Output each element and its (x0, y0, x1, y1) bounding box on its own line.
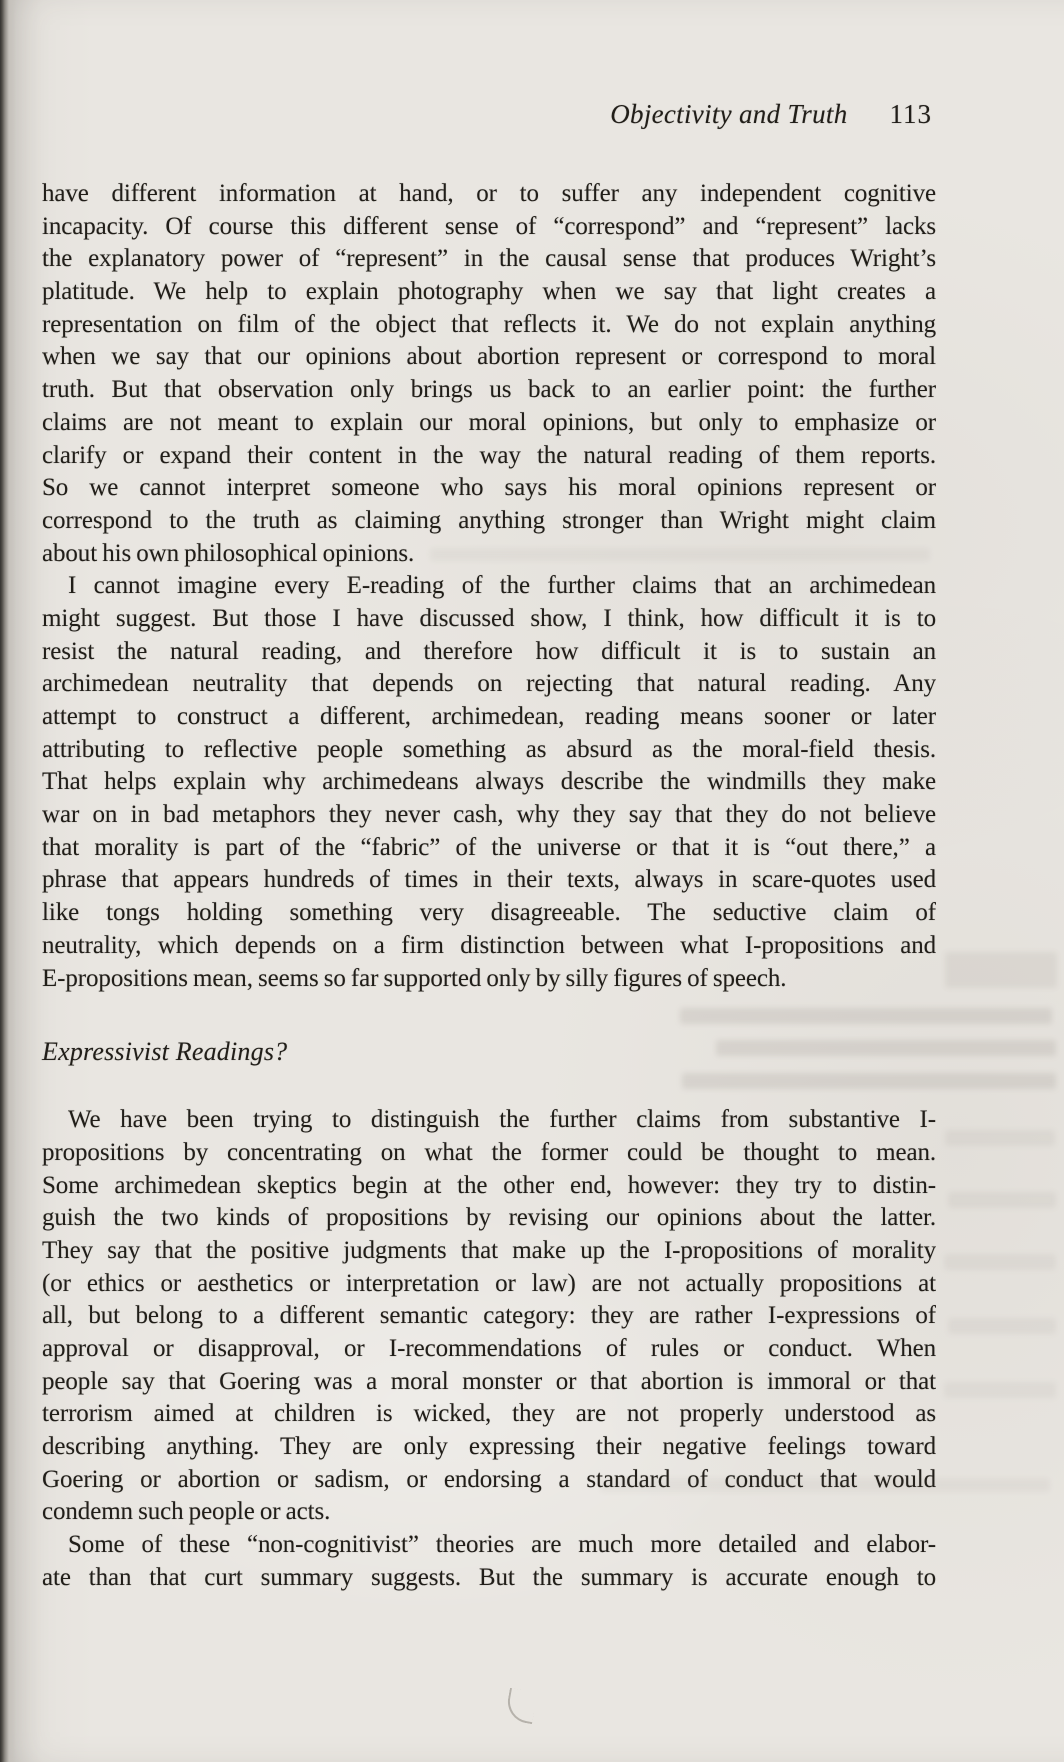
text-line: representation on film of the object that reflects it. We do not explain anything (42, 310, 936, 338)
bleedthrough-ghost (716, 1040, 1056, 1056)
text-line: attempt to construct a different, archimedean, reading means sooner or later (42, 703, 936, 730)
page-gutter-shadow (0, 0, 16, 1762)
text-line: like tongs holding something very disagreeable. The seductive claim of (42, 899, 936, 927)
running-header (610, 98, 932, 130)
text-line: E-propositions mean, seems so far supported only by silly figures of speech. (42, 964, 787, 992)
text-line: We have been trying to distinguish the further claims from substantive I- (68, 1106, 936, 1134)
text-line: guish the two kinds of propositions by revising our opinions about the latter. (42, 1204, 936, 1232)
text-line: that morality is part of the “fabric” of the universe or that it is “out there,” a (42, 833, 936, 861)
text-line: phrase that appears hundreds of times in their texts, always in scare-quotes used (42, 866, 936, 894)
bleedthrough-ghost (600, 1478, 1050, 1492)
bleedthrough-ghost (945, 1130, 1055, 1146)
bleedthrough-ghost (944, 1254, 1056, 1270)
text-line: terrorism aimed at children is wicked, they are not properly understood as (42, 1400, 936, 1428)
paragraph (42, 1529, 936, 1594)
paragraph (42, 1104, 936, 1529)
text-line: incapacity. Of course this different sense of “correspond” and “represent” lacks (42, 212, 936, 240)
text-line: have different information at hand, or to suffer any independent cognitive (42, 180, 936, 207)
text-line: all, but belong to a different semantic category: they are rather I-expressions of (42, 1302, 936, 1330)
text-line: condemn such people or acts. (42, 1498, 331, 1526)
text-line: the explanatory power of “represent” in the causal sense that produces Wright’s (42, 245, 936, 273)
text-line: They say that the positive judgments that make up the I-propositions of morality (42, 1236, 936, 1264)
text-line: Some of these “non-cognitivist” theories are much more detailed and elabor- (68, 1531, 936, 1559)
bleedthrough-ghost (944, 1382, 1056, 1398)
text-line: neutrality, which depends on a firm distinction between what I-propositions and (42, 931, 936, 959)
text-line: approval or disapproval, or I-recommendations of rules or conduct. When (42, 1335, 936, 1362)
text-line: correspond to the truth as claiming anything stronger than Wright might claim (42, 506, 936, 534)
text-line: resist the natural reading, and therefore how difficult it is to sustain an (42, 637, 936, 665)
text-line: (or ethics or aesthetics or interpretation or law) are not actually propositions at (42, 1269, 936, 1297)
text-line: truth. But that observation only brings us back to an earlier point: the further (42, 376, 936, 404)
text-line: ate than that curt summary suggests. But the summary is accurate enough to (42, 1563, 936, 1591)
text-line: I cannot imagine every E-reading of the further claims that an archimedean (68, 572, 936, 600)
paragraph (42, 178, 936, 570)
paragraph (42, 570, 936, 995)
text-line: Some archimedean skeptics begin at the other end, however: they try to distin- (42, 1171, 936, 1199)
text-line: people say that Goering was a moral monster or that abortion is immoral or that (42, 1367, 936, 1395)
page-number: 113 (889, 99, 932, 129)
bleedthrough-ghost (682, 1073, 1056, 1089)
text-line: war on in bad metaphors they never cash, why they say that they do not believe (42, 801, 936, 829)
bleedthrough-ghost (948, 1318, 1056, 1334)
text-line: describing anything. They are only expressing their negative feelings toward (42, 1433, 936, 1461)
bleedthrough-ghost (680, 1008, 1052, 1024)
bleedthrough-ghost (945, 952, 1057, 988)
text-line: So we cannot interpret someone who says his moral opinions represent or (42, 474, 936, 502)
text-line: platitude. We help to explain photography when we say that light creates a (42, 278, 936, 306)
text-line: archimedean neutrality that depends on rejecting that natural reading. Any (42, 670, 936, 698)
text-block (42, 178, 936, 1595)
text-line: claims are not meant to explain our moral opinions, but only to emphasize or (42, 408, 936, 436)
text-line: when we say that our opinions about abortion represent or correspond to moral (42, 343, 936, 371)
scan-curl-mark (504, 1688, 537, 1724)
section-heading: Expressivist Readings? (42, 1037, 288, 1067)
text-line: attributing to reflective people something as absurd as the moral-field thesis. (42, 735, 936, 763)
text-line: propositions by concentrating on what the former could be thought to mean. (42, 1138, 936, 1166)
text-line: clarify or expand their content in the way the natural reading of them reports. (42, 441, 936, 469)
text-line: about his own philosophical opinions. (42, 539, 415, 567)
text-line: That helps explain why archimedeans always describe the windmills they make (42, 768, 936, 796)
bleedthrough-ghost (948, 1192, 1056, 1208)
text-line: Goering or abortion or sadism, or endorsing a standard of conduct that would (42, 1465, 936, 1493)
running-title: Objectivity and Truth (610, 99, 848, 129)
bleedthrough-ghost (430, 548, 930, 561)
text-line: might suggest. But those I have discussed show, I think, how difficult it is to (42, 604, 936, 632)
